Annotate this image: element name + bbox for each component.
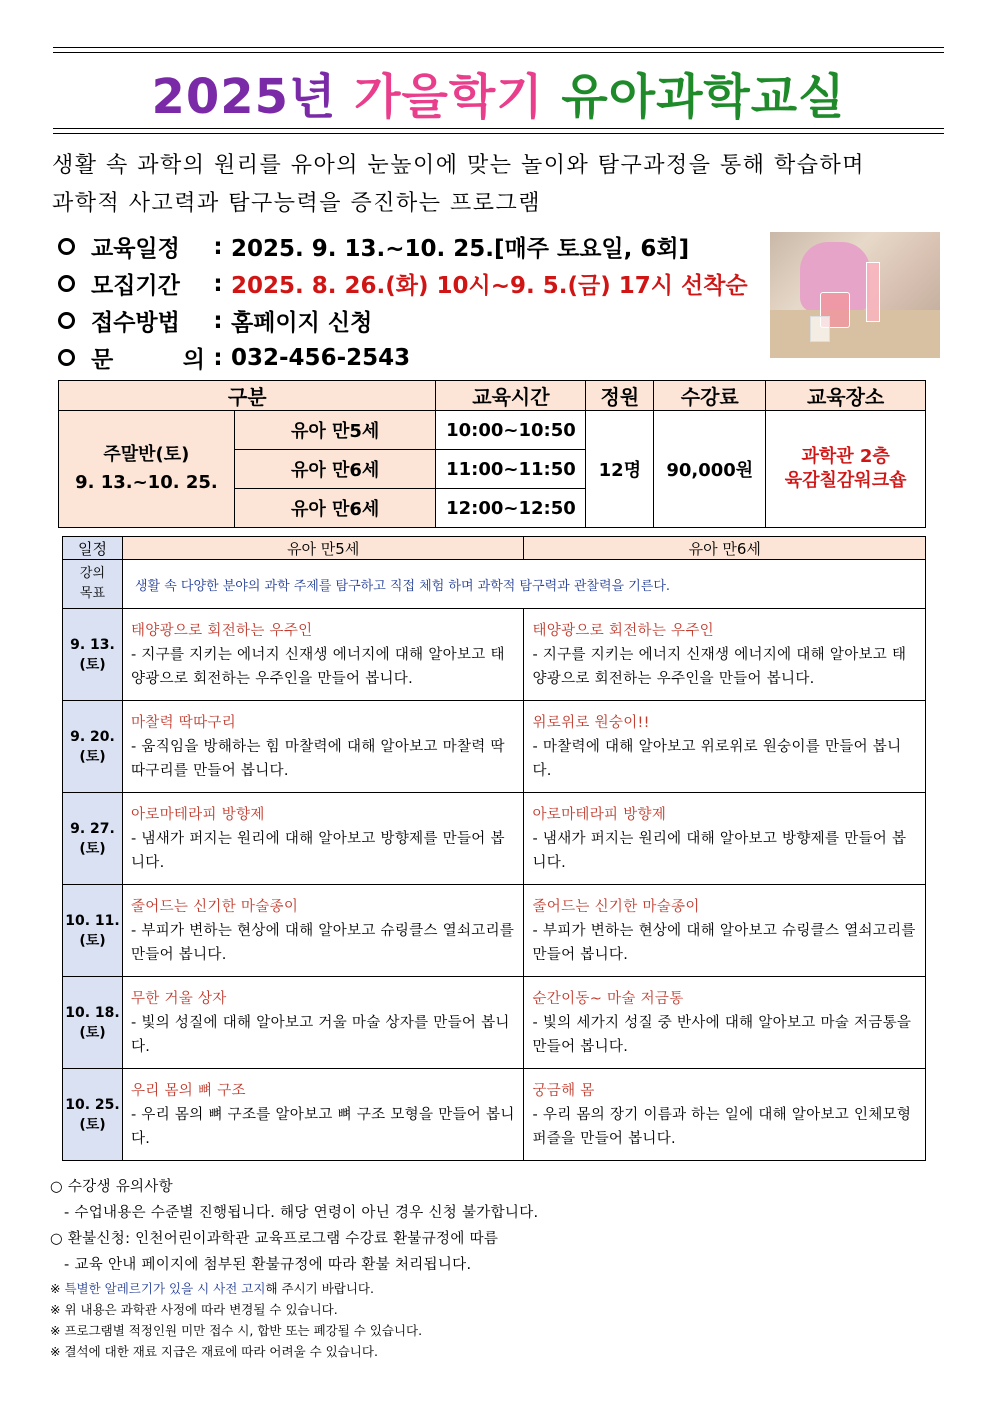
col-header-capacity: 정원	[586, 381, 654, 411]
session-age5	[122, 1069, 524, 1161]
col-header-time: 교육시간	[436, 381, 586, 411]
session-age5-title: 태양광으로 회전하는 우주인	[130, 622, 313, 639]
refund-text: - 교육 안내 페이지에 첨부된 환불규정에 따라 환불 처리됩니다.	[64, 1257, 472, 1273]
title-year: 2025년	[151, 69, 337, 125]
session-date-text: 10. 11.	[65, 912, 120, 929]
note-absence: ※ 결석에 대한 재료 지급은 재료에 따라 어려울 수 있습니다.	[50, 1344, 378, 1359]
session-row	[63, 977, 926, 1069]
session-age5	[122, 977, 524, 1069]
top-rule-2	[53, 52, 944, 53]
place-line-2: 육감칠감워크숍	[784, 470, 907, 491]
session-date-text: 9. 27.	[70, 820, 115, 837]
col-header-category: 구분	[59, 381, 436, 411]
session-age5-desc: - 움직임을 방해하는 힘 마찰력에 대해 알아보고 마찰력 딱따구리를 만들어 봅니다.	[130, 738, 505, 779]
session-day-text: (토)	[79, 1116, 106, 1133]
info-method-value: 홈페이지 신청	[231, 310, 373, 336]
session-age5	[122, 609, 524, 701]
info-contact-label-b: 의	[182, 347, 205, 373]
time-cell: 11:00~11:50	[436, 450, 586, 489]
session-age5	[122, 793, 524, 885]
session-age6-desc: - 빛의 세가지 성질 중 반사에 대해 알아보고 마술 저금통을 만들어 봅니다.	[532, 1014, 912, 1055]
session-date	[63, 977, 123, 1069]
session-row	[63, 885, 926, 977]
session-age6-desc: - 마찰력에 대해 알아보고 위로위로 원숭이를 만들어 봅니다.	[532, 738, 902, 779]
session-age6-desc: - 우리 몸의 장기 이름과 하는 일에 대해 알아보고 인체모형 퍼즐을 만들어 봅니다.	[532, 1106, 912, 1147]
age-cell: 유아 만6세	[234, 450, 436, 489]
session-row	[63, 609, 926, 701]
session-age6-title: 순간이동~ 마술 저금통	[532, 990, 684, 1007]
session-age6-title: 줄어드는 신기한 마술종이	[532, 898, 700, 915]
program-photo	[770, 232, 940, 358]
session-age6	[524, 609, 926, 701]
circle-bullet-icon	[58, 312, 75, 329]
session-age5-desc: - 우리 몸의 뼈 구조를 알아보고 뼈 구조 모형을 만들어 봅니다.	[130, 1106, 515, 1147]
session-age6-title: 궁금해 몸	[532, 1082, 595, 1099]
goal-label	[63, 560, 123, 609]
circle-bullet-icon	[58, 238, 75, 255]
session-age6	[524, 1069, 926, 1161]
session-age5-title: 우리 몸의 뼈 구조	[130, 1082, 246, 1099]
notes	[50, 1174, 950, 1362]
col-header-place: 교육장소	[766, 381, 926, 411]
summary-table	[58, 380, 926, 528]
info-contact: 문 의 : 032-456-2543	[58, 341, 410, 374]
note-change: ※ 위 내용은 과학관 사정에 따라 변경될 수 있습니다.	[50, 1302, 338, 1317]
session-day-text: (토)	[79, 656, 106, 673]
session-row	[63, 1069, 926, 1161]
session-age5-title: 줄어드는 신기한 마술종이	[130, 898, 299, 915]
session-date-text: 9. 20.	[70, 728, 115, 745]
session-date-text: 10. 25.	[65, 1096, 120, 1113]
info-contact-label	[91, 341, 205, 374]
info-recruit-label: 모집기간	[91, 273, 180, 299]
goal-label-1: 강의	[79, 566, 106, 581]
place-cell	[766, 411, 926, 528]
session-day-text: (토)	[79, 840, 106, 857]
info-schedule-value: 2025. 9. 13.~10. 25.[매주 토요일, 6회]	[231, 236, 690, 262]
info-method: 접수방법 : 홈페이지 신청	[58, 304, 372, 337]
session-age6	[524, 701, 926, 793]
session-age6-title: 위로위로 원숭이!!	[532, 714, 650, 731]
note-allergy-prefix: ※	[50, 1281, 65, 1296]
bottom-rule-1	[53, 128, 944, 129]
title-program: 유아과학교실	[561, 69, 846, 125]
session-row	[63, 701, 926, 793]
header-age5: 유아 만5세	[122, 537, 524, 560]
session-date	[63, 609, 123, 701]
circle-bullet-icon	[58, 275, 75, 292]
session-row	[63, 793, 926, 885]
session-date	[63, 701, 123, 793]
session-day-text: (토)	[79, 748, 106, 765]
note-min-enroll: ※ 프로그램별 적정인원 미만 접수 시, 합반 또는 폐강될 수 있습니다.	[50, 1323, 423, 1338]
session-age6	[524, 977, 926, 1069]
circle-bullet-icon	[58, 349, 75, 366]
session-age5	[122, 701, 524, 793]
session-age6	[524, 885, 926, 977]
intro-line-2: 과학적 사고력과 탐구능력을 증진하는 프로그램	[52, 191, 542, 216]
curriculum-table	[62, 536, 926, 1161]
header-age6: 유아 만6세	[524, 537, 926, 560]
note-allergy-suffix: 해 주시기 바랍니다.	[265, 1281, 374, 1296]
info-method-label: 접수방법	[91, 310, 180, 336]
time-cell: 10:00~10:50	[436, 411, 586, 450]
info-contact-value: 032-456-2543	[231, 344, 411, 371]
note-allergy-highlight: 특별한 알레르기가 있을 시 사전 고지	[64, 1281, 266, 1296]
session-age6	[524, 793, 926, 885]
note-allergy	[50, 1278, 950, 1299]
class-name-cell	[59, 411, 235, 528]
session-age5	[122, 885, 524, 977]
page-title	[53, 58, 944, 127]
session-age6-desc: - 냄새가 퍼지는 원리에 대해 알아보고 방향제를 만들어 봅니다.	[532, 830, 907, 871]
info-schedule-label: 교육일정	[91, 236, 180, 262]
age-cell: 유아 만5세	[234, 411, 436, 450]
top-rule-1	[53, 47, 944, 48]
goal-text: 생활 속 다양한 분야의 과학 주제를 탐구하고 직접 체험 하며 과학적 탐구력과 관찰력을 기른다.	[122, 560, 925, 609]
age-cell: 유아 만6세	[234, 489, 436, 528]
class-name: 주말반(토)	[103, 444, 190, 465]
title-season: 가을학기	[354, 69, 544, 125]
header-date: 일정	[63, 537, 123, 560]
place-line-1: 과학관 2층	[801, 446, 890, 467]
sessions-body	[63, 609, 926, 1161]
goal-label-2: 목표	[79, 586, 106, 601]
session-date	[63, 885, 123, 977]
session-date-text: 10. 18.	[65, 1004, 120, 1021]
caution-text: - 수업내용은 수준별 진행됩니다. 해당 연령이 아닌 경우 신청 불가합니다.	[64, 1205, 539, 1221]
col-header-fee: 수강료	[654, 381, 766, 411]
class-period: 9. 13.~10. 25.	[75, 472, 218, 493]
intro-line-1: 생활 속 과학의 원리를 유아의 눈높이에 맞는 놀이와 탐구과정을 통해 학습하며	[52, 153, 865, 178]
session-age5-desc: - 빛의 성질에 대해 알아보고 거울 마술 상자를 만들어 봅니다.	[130, 1014, 510, 1055]
session-age6-title: 태양광으로 회전하는 우주인	[532, 622, 714, 639]
session-age5-title: 마찰력 딱따구리	[130, 714, 237, 731]
time-cell: 12:00~12:50	[436, 489, 586, 528]
session-date	[63, 1069, 123, 1161]
info-schedule: 교육일정 : 2025. 9. 13.~10. 25.[매주 토요일, 6회]	[58, 230, 689, 263]
session-date-text: 9. 13.	[70, 636, 115, 653]
capacity-cell: 12명	[586, 411, 654, 528]
session-day-text: (토)	[79, 1024, 106, 1041]
session-age6-desc: - 부피가 변하는 현상에 대해 알아보고 슈링클스 열쇠고리를 만들어 봅니다.	[532, 922, 916, 963]
session-age5-title: 아로마테라피 방향제	[130, 806, 265, 823]
session-age5-desc: - 지구를 지키는 에너지 신재생 에너지에 대해 알아보고 태양광으로 회전하는 우주인을 만들어 봅니다.	[130, 646, 505, 687]
fee-cell: 90,000원	[654, 411, 766, 528]
session-date	[63, 793, 123, 885]
info-recruit-value: 2025. 8. 26.(화) 10시~9. 5.(금) 17시 선착순	[231, 273, 748, 299]
caution-title: ○ 수강생 유의사항	[50, 1179, 173, 1195]
session-age5-desc: - 부피가 변하는 현상에 대해 알아보고 슈링클스 열쇠고리를 만들어 봅니다.	[130, 922, 515, 963]
session-age6-title: 아로마테라피 방향제	[532, 806, 667, 823]
refund-title: ○ 환불신청: 인천어린이과학관 교육프로그램 수강료 환불규정에 따름	[50, 1231, 499, 1247]
session-age6-desc: - 지구를 지키는 에너지 신재생 에너지에 대해 알아보고 태양광으로 회전하는 우주인을 만들어 봅니다.	[532, 646, 907, 687]
info-contact-label-a: 문	[91, 347, 114, 373]
session-age5-title: 무한 거울 상자	[130, 990, 227, 1007]
session-day-text: (토)	[79, 932, 106, 949]
session-age5-desc: - 냄새가 퍼지는 원리에 대해 알아보고 방향제를 만들어 봅니다.	[130, 830, 505, 871]
info-recruit: 모집기간 : 2025. 8. 26.(화) 10시~9. 5.(금) 17시 선착순	[58, 267, 748, 300]
bottom-rule-2	[53, 133, 944, 134]
